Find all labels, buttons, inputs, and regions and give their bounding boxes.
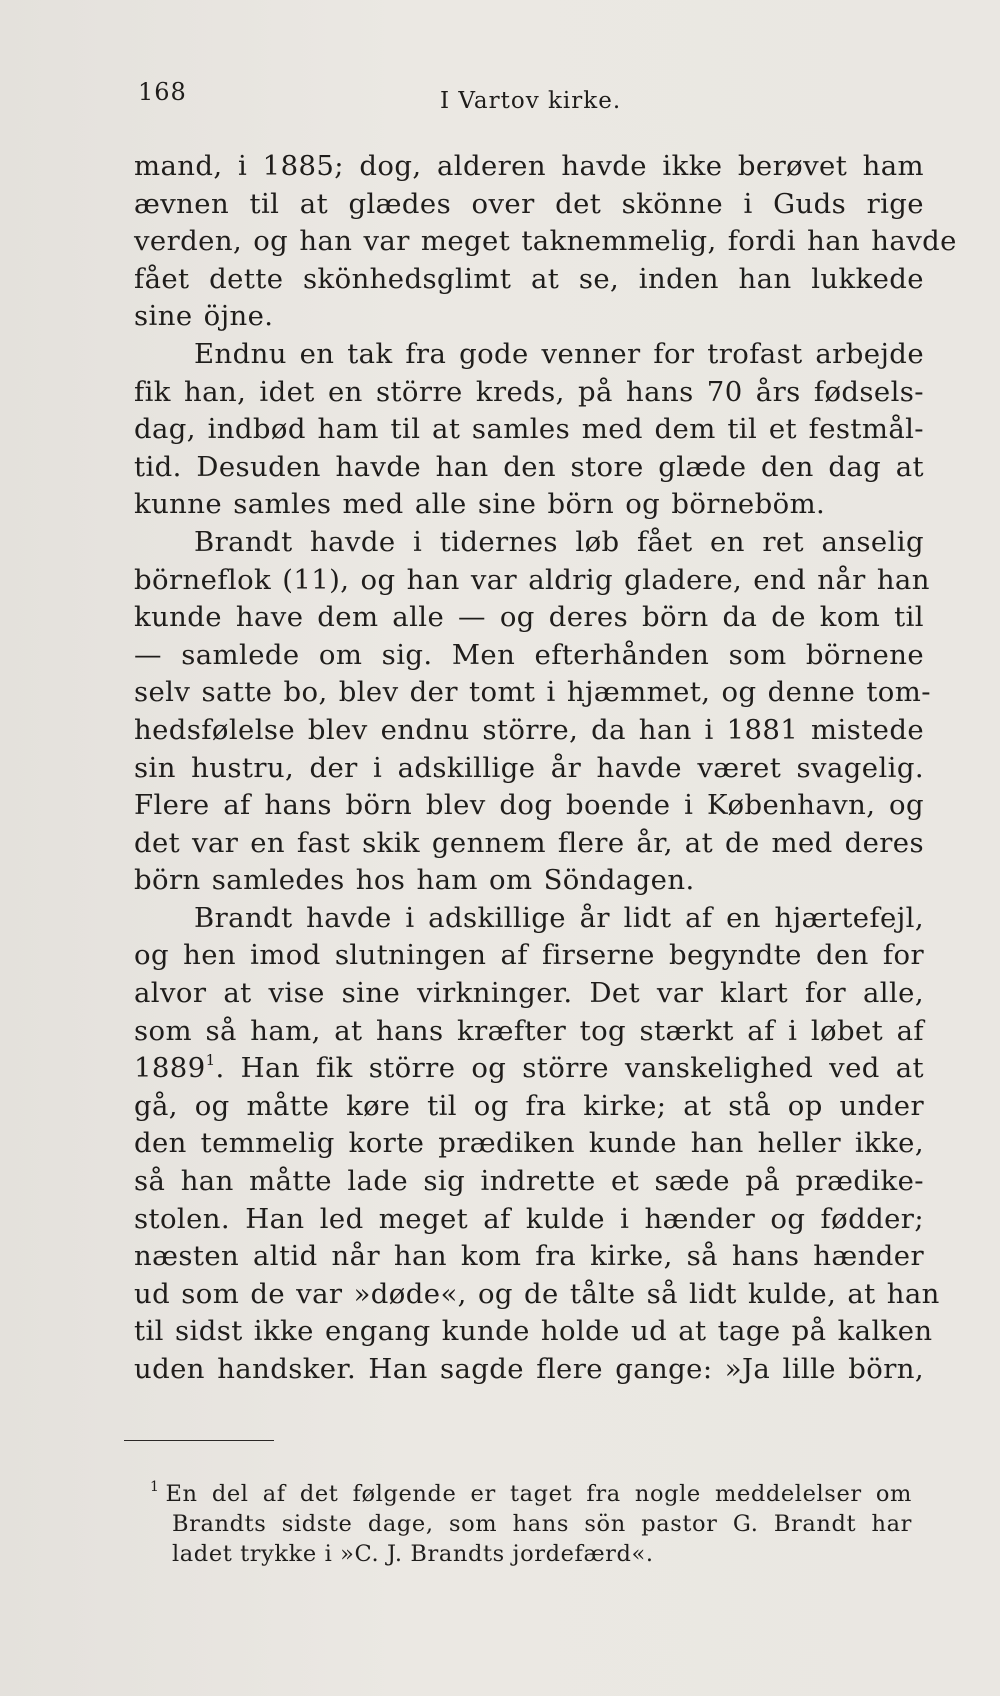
text-line: til sidst ikke engang kunde holde ud at tage på kalken — [134, 1315, 933, 1348]
text-line: Flere af hans börn blev dog boende i København, og — [134, 789, 924, 822]
page-number: 168 — [138, 78, 187, 106]
footnote-text: En del af det følgende er taget fra nogle meddelelser om — [165, 1481, 912, 1507]
text-line: uden handsker. Han sagde flere gange: »Ja lille börn, — [134, 1353, 924, 1385]
footnote-reference: 1 — [205, 1051, 216, 1070]
body-text — [134, 148, 957, 1389]
text-line: og hen imod slutningen af firserne begyndte den for — [134, 939, 924, 972]
text-line: dag, indbød ham til at samles med dem til et festmål- — [134, 413, 924, 446]
text-line: börneflok (11), og han var aldrig gladere, end når han — [134, 563, 930, 596]
text-line: kunne samles med alle sine börn og börneböm. — [134, 488, 826, 521]
text-fragment: 1889 — [134, 1052, 206, 1085]
text-line: ud som de var »døde«, og de tålte så lidt kulde, at han — [134, 1277, 940, 1310]
paragraph — [134, 148, 957, 336]
text-line: alvor at vise sine virkninger. Det var klart for alle, — [134, 977, 924, 1010]
paragraph — [134, 524, 931, 900]
text-line: sine öjne. — [134, 300, 274, 333]
text-line: den temmelig korte prædiken kunde han heller ikke, — [134, 1127, 924, 1160]
text-line: — samlede om sig. Men efterhånden som börnene — [134, 638, 924, 671]
text-line: det var en fast skik gennem flere år, at de med deres — [134, 826, 924, 859]
running-head: I Vartov kirke. — [440, 88, 622, 114]
text-line: Endnu en tak fra gode venner for trofast arbejde — [194, 337, 924, 370]
footnote-line — [150, 1472, 912, 1509]
text-line: så han måtte lade sig indrette et sæde på prædike- — [134, 1165, 924, 1198]
text-line-with-footnote-ref — [134, 1050, 924, 1088]
text-line: ævnen til at glædes over det skönne i Guds rige — [134, 187, 924, 220]
text-line: sin hustru, der i adskillige år havde været svagelig. — [134, 751, 924, 784]
footnote-line: Brandts sidste dage, som hans sön pastor G. Brandt har — [172, 1511, 912, 1537]
text-line: Brandt havde i adskillige år lidt af en hjærtefejl, — [194, 901, 924, 934]
text-line: som så ham, at hans kræfter tog stærkt af i løbet af — [134, 1014, 924, 1047]
text-line: næsten altid når han kom fra kirke, så hans hænder — [134, 1240, 924, 1273]
text-line: verden, og han var meget taknemmelig, fordi han havde — [134, 225, 957, 258]
text-line: börn samledes hos ham om Söndagen. — [134, 864, 695, 897]
text-line: kunde have dem alle — og deres börn da de kom til — [134, 601, 924, 634]
page-header — [138, 78, 928, 118]
footnote-divider — [124, 1440, 274, 1441]
text-line: fik han, idet en större kreds, på hans 70 års fødsels- — [134, 375, 924, 408]
text-line: selv satte bo, blev der tomt i hjæmmet, og denne tom- — [134, 676, 931, 709]
text-line: fået dette skönhedsglimt at se, inden han lukkede — [134, 262, 924, 295]
paragraph — [134, 900, 940, 1389]
footnote-line: ladet trykke i »C. J. Brandts jordefærd«. — [172, 1541, 654, 1567]
text-line: Brandt havde i tidernes løb fået en ret anselig — [194, 525, 924, 558]
text-line: gå, og måtte køre til og fra kirke; at stå op under — [134, 1089, 924, 1122]
text-line: mand, i 1885; dog, alderen havde ikke berøvet ham — [134, 150, 924, 182]
text-fragment: . Han fik större og större vanskelighed ved at — [215, 1052, 924, 1085]
text-line: stolen. Han led meget af kulde i hænder og fødder; — [134, 1202, 924, 1235]
text-line: tid. Desuden havde han den store glæde den dag at — [134, 450, 924, 483]
paragraph — [134, 336, 924, 524]
footnote-marker: 1 — [150, 1479, 160, 1495]
text-line: hedsfølelse blev endnu större, da han i 1881 mistede — [134, 713, 924, 746]
footnotes — [150, 1472, 912, 1569]
